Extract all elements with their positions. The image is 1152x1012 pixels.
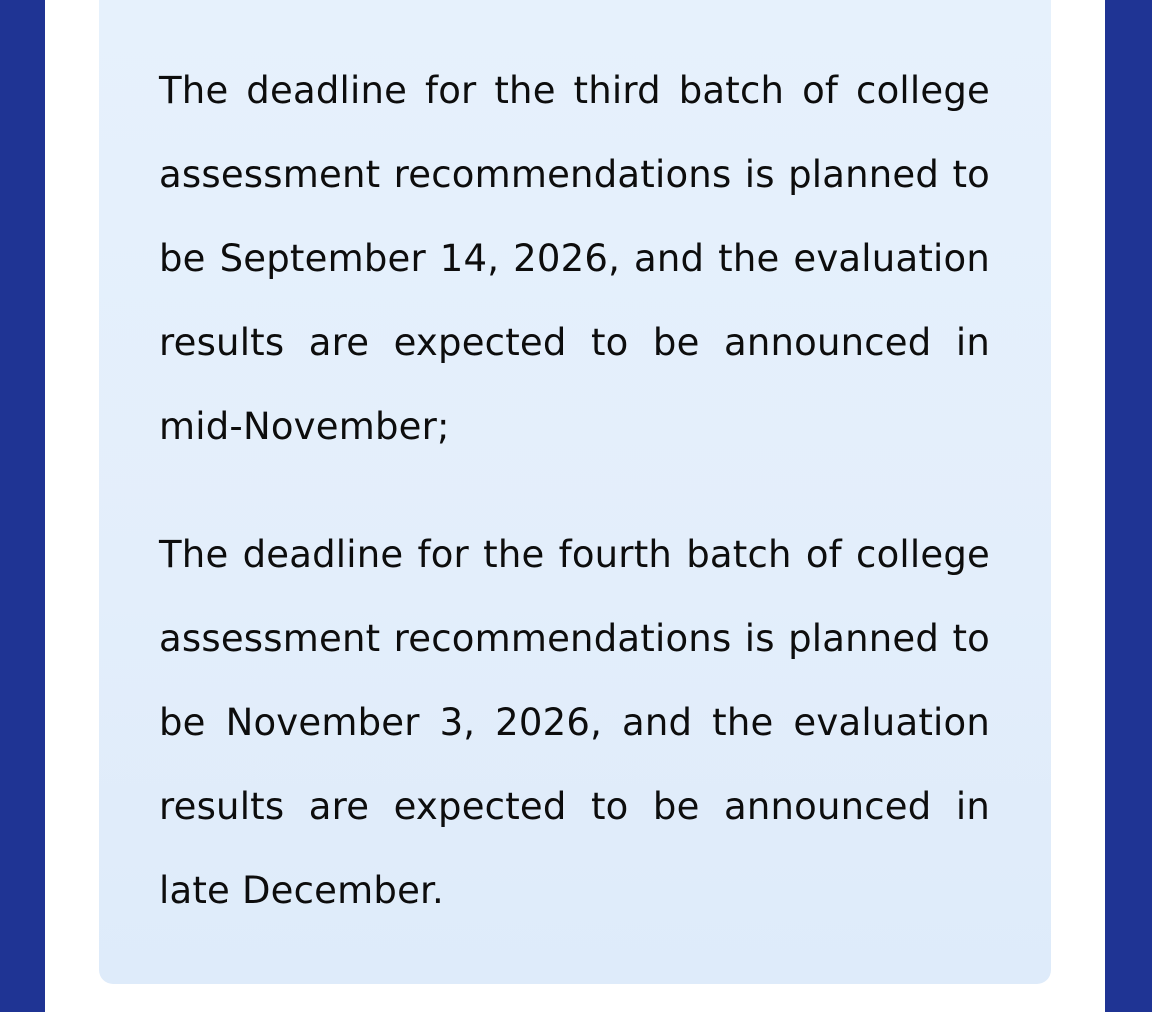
page-frame xyxy=(45,0,1105,1012)
third-batch-notice: The deadline for the third batch of college assessment recommendations is planned to be September 14, 2026, and the evaluation results are expected to be announced in mid-November; xyxy=(159,69,990,448)
notice-card xyxy=(99,0,1051,984)
fourth-batch-notice: The deadline for the fourth batch of college assessment recommendations is planned to be November 3, 2026, and the evaluation results are expected to be announced in late December. xyxy=(159,533,990,912)
